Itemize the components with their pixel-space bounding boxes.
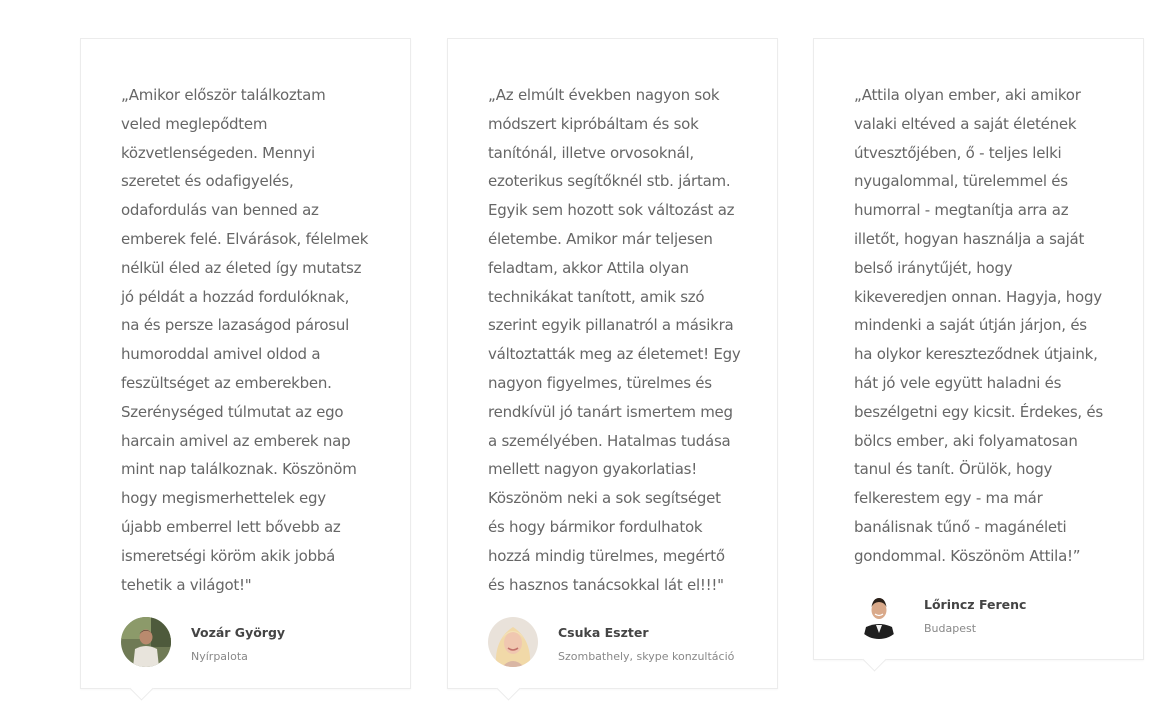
avatar: [854, 589, 904, 639]
author-location: Nyírpalota: [191, 650, 248, 663]
author-name: Lőrincz Ferenc: [924, 597, 1027, 612]
author-name: Vozár György: [191, 625, 286, 640]
testimonial-author: [854, 589, 1124, 639]
avatar: [488, 617, 538, 667]
author-location: Budapest: [924, 622, 977, 635]
avatar: [121, 617, 171, 667]
testimonial-quote: „Az elmúlt években nagyon sok módszert kipróbáltam és sok tanítónál, illetve orvosoknál, ezoterikus segítőknél stb. jártam. Egyik sem hozott sok változást az életembe. Amikor már teljesen feladtam, akkor Attila olyan technikákat tanított, amik szó szerint egyik pillanatról a másikra változtatták meg az életemet! Egy nagyon figyelmes, türelmes és rendkívül jó tanárt ismertem meg a személyében. Hatalmas tudása mellett nagyon gyakorlatias! Köszönöm neki a sok segítséget és hogy bármikor fordulhatok hozzá mindig türelmes, megértő és hasznos tanácsokkal lát el!!!": [488, 86, 741, 594]
testimonial-card: [813, 38, 1144, 660]
author-name: Csuka Eszter: [558, 625, 649, 640]
author-location: Szombathely, skype konzultáció: [558, 650, 735, 663]
testimonial-card: [447, 38, 778, 689]
testimonial-card: [80, 38, 411, 689]
testimonial-quote: „Amikor először találkoztam veled meglepődtem közvetlenségeden. Mennyi szeretet és odafigyelés, odafordulás van benned az emberek felé. Elvárások, félelmek nélkül éled az életed így mutatsz jó példát a hozzád fordulóknak, na és persze lazaságod párosul humoroddal amivel oldod a feszültséget az emberekben. Szerénységed túlmutat az ego harcain amivel az emberek nap mint nap találkoznak. Köszönöm hogy megismerhettelek egy újabb emberrel lett bővebb az ismeretségi köröm akik jobbá tehetik a világot!": [121, 86, 369, 594]
testimonial-author: [121, 617, 391, 667]
testimonial-author: [488, 617, 758, 667]
testimonial-quote: „Attila olyan ember, aki amikor valaki eltéved a saját életének útvesztőjében, ő - teljes lelki nyugalommal, türelemmel és humorral - megtanítja arra az illetőt, hogyan használja a saját belső iránytűjét, hogy kikeveredjen onnan. Hagyja, hogy mindenki a saját útján járjon, és ha olykor kereszteződnek útjaink, hát jó vele együtt haladni és beszélgetni egy kicsit. Érdekes, és bölcs ember, aki folyamatosan tanul és tanít. Örülök, hogy felkerestem egy - ma már banálisnak tűnő - magánéleti gondommal. Köszönöm Attila!”: [854, 86, 1103, 565]
